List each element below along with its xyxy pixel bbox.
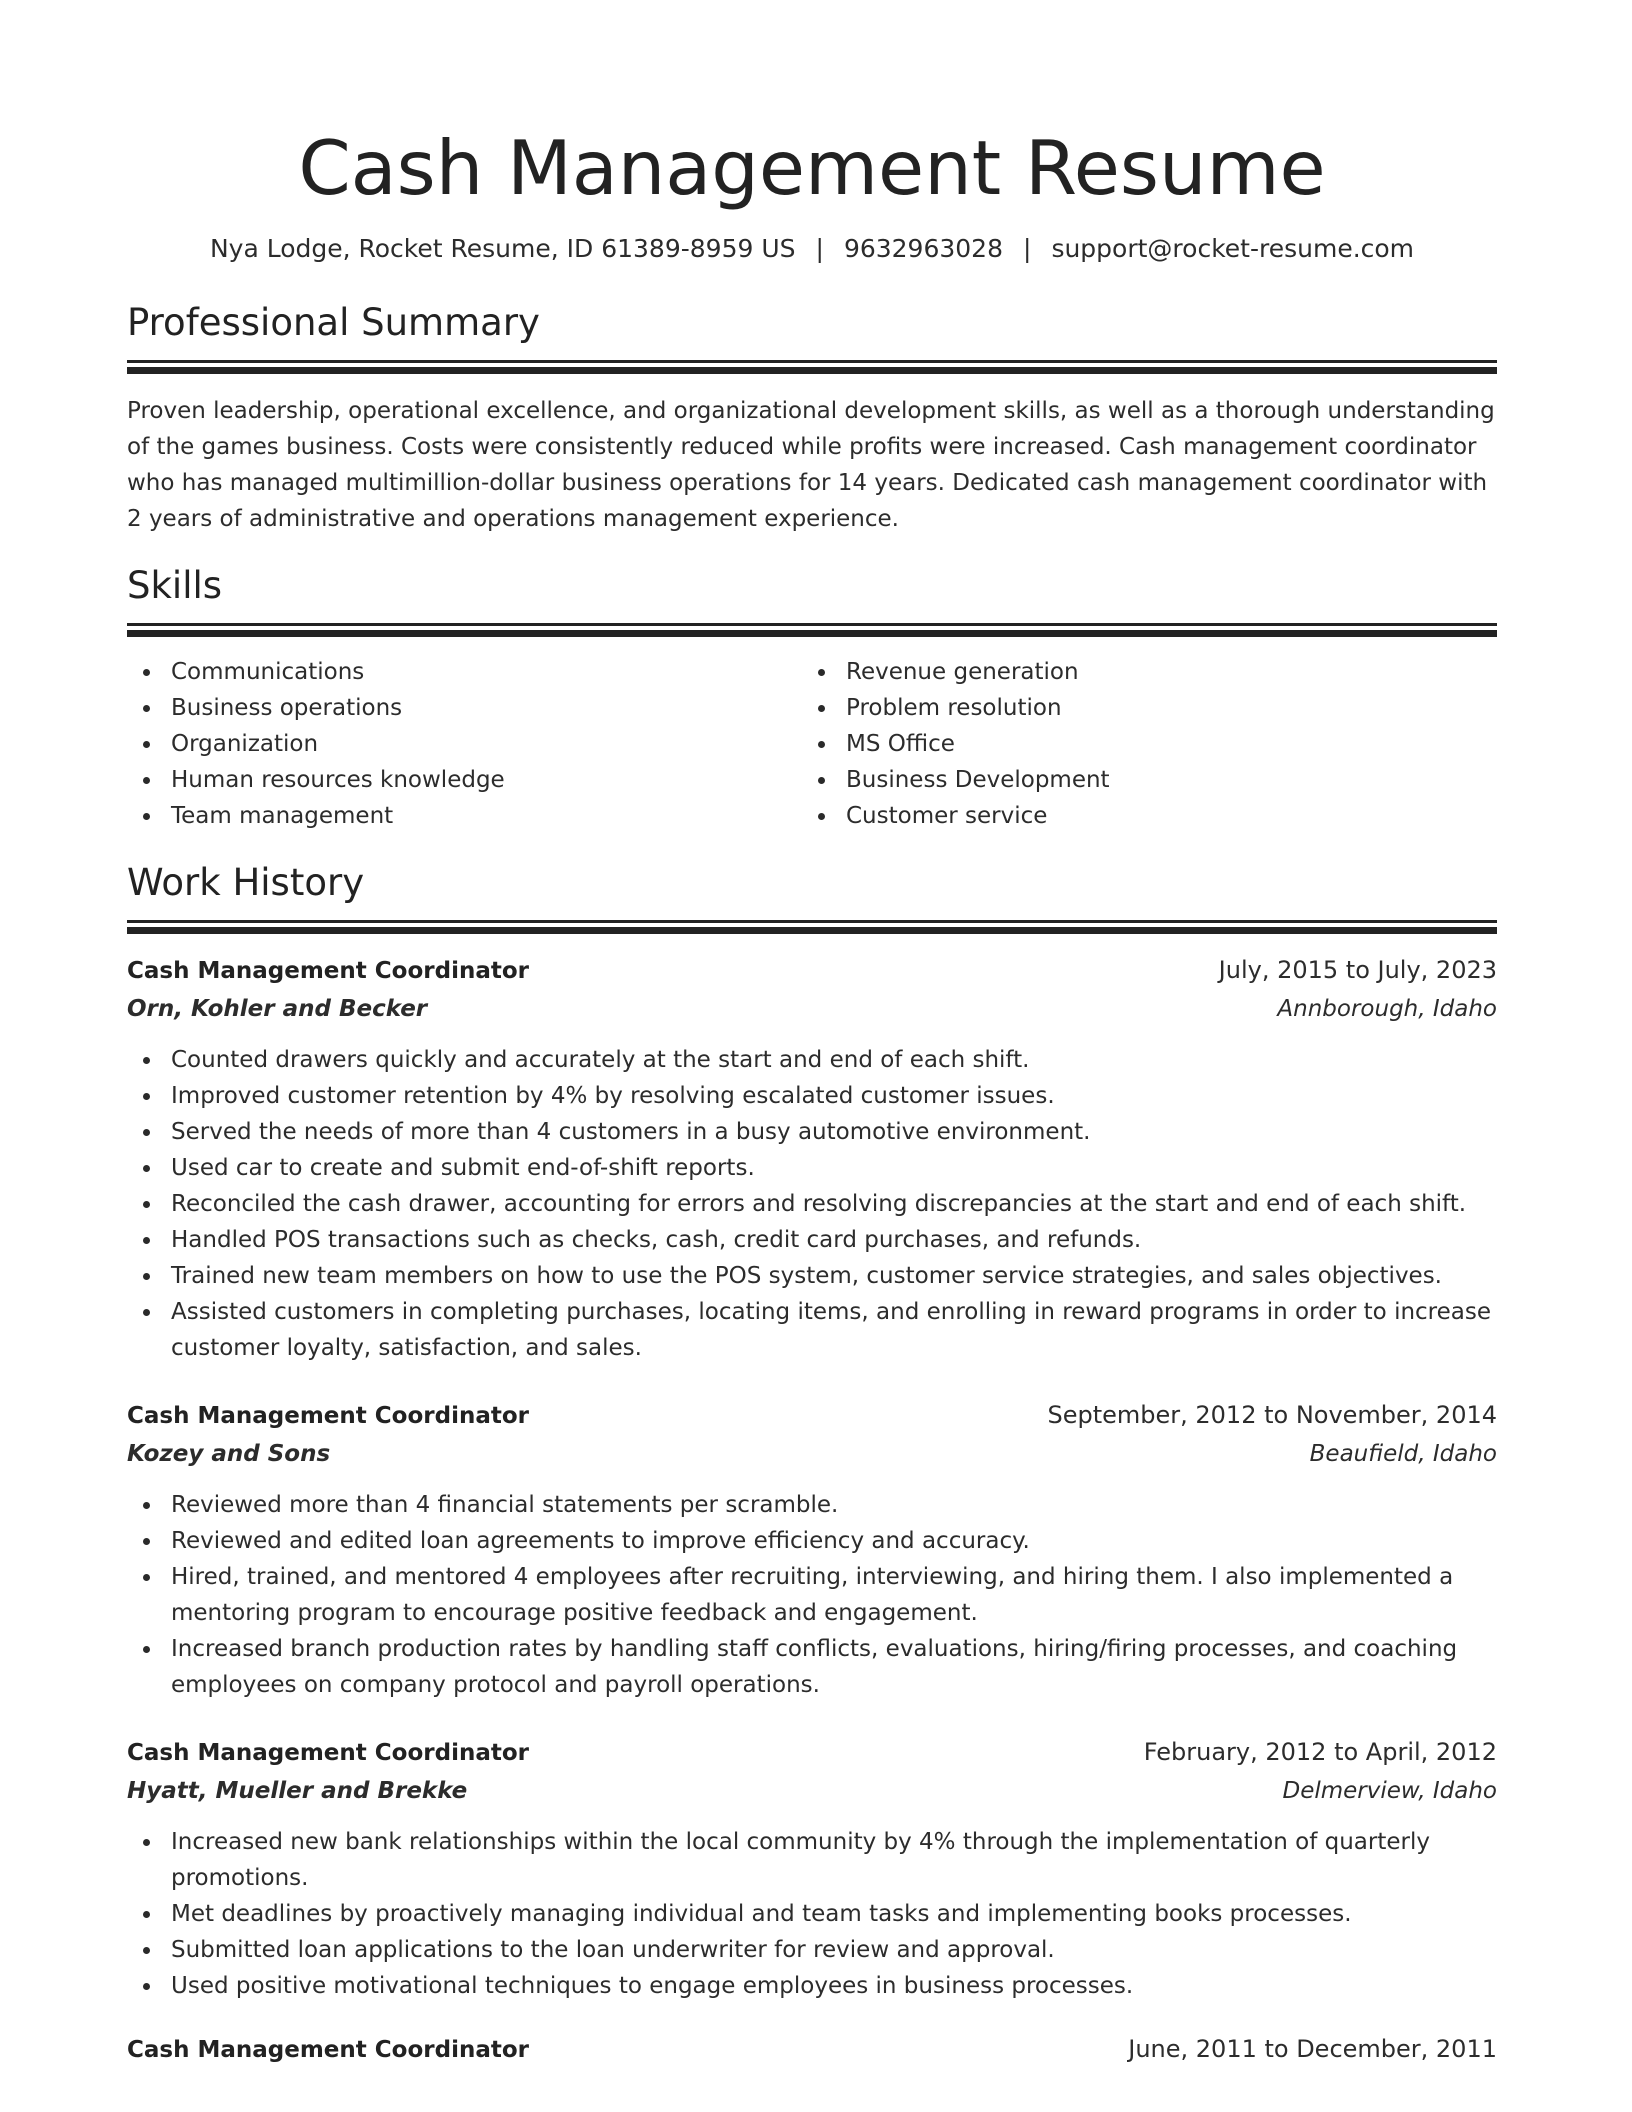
contact-separator: |	[1023, 234, 1032, 263]
job-subheader-row	[127, 990, 1497, 1028]
skill-item: Revenue generation	[846, 654, 1477, 690]
job-bullet: Used car to create and submit end-of-shift reports.	[171, 1150, 1497, 1186]
summary-text: Proven leadership, operational excellence, and organizational development skills, as well as a thorough understanding of the games business. Costs were consistently reduced while profits were increased. Cash management coordinator who has managed multimillion-dollar business operations for 14 years. Dedicated cash management coordinator with 2 years of administrative and operations management experience.	[127, 398, 1495, 532]
skill-item: Business Development	[846, 762, 1477, 798]
job-subheader-row	[127, 1772, 1497, 1810]
skill-item: MS Office	[846, 726, 1477, 762]
skills-column-right	[802, 654, 1477, 834]
job-bullet: Increased new bank relationships within the local community by 4% through the implementation of quarterly promotions.	[171, 1824, 1497, 1896]
job-bullets	[127, 1824, 1497, 2004]
contact-phone: 9632963028	[843, 234, 1003, 263]
job-title: Cash Management Coordinator	[127, 958, 529, 984]
contact-line	[127, 232, 1497, 266]
skills-section	[127, 563, 1497, 834]
job-title: Cash Management Coordinator	[127, 1403, 529, 1429]
job-bullet: Trained new team members on how to use the POS system, customer service strategies, and sales objectives.	[171, 1258, 1497, 1294]
job-company: Orn, Kohler and Becker	[127, 996, 428, 1022]
job-bullet: Increased branch production rates by handling staff conflicts, evaluations, hiring/firing processes, and coaching employees on company protocol and payroll operations.	[171, 1631, 1497, 1703]
resume-title: Cash Management Resume	[298, 124, 1326, 212]
job-header-row	[127, 2030, 1497, 2069]
job-entry	[127, 1733, 1497, 2004]
section-heading-work-history: Work History	[127, 861, 365, 904]
resume-page	[127, 0, 1497, 2069]
job-company: Kozey and Sons	[127, 1441, 331, 1467]
job-bullet: Met deadlines by proactively managing individual and team tasks and implementing books processes.	[171, 1896, 1497, 1932]
skill-item: Organization	[171, 726, 802, 762]
job-bullet: Served the needs of more than 4 customers in a busy automotive environment.	[171, 1114, 1497, 1150]
skill-item: Communications	[171, 654, 802, 690]
job-entry	[127, 951, 1497, 1366]
job-location: Beaufield, Idaho	[1309, 1441, 1497, 1467]
job-header-row	[127, 1733, 1497, 1772]
skill-item: Customer service	[846, 798, 1477, 834]
contact-separator: |	[815, 234, 824, 263]
section-divider	[127, 623, 1497, 626]
job-subheader-row	[127, 1435, 1497, 1473]
job-header-row	[127, 951, 1497, 990]
job-bullets	[127, 1487, 1497, 1703]
job-bullet: Counted drawers quickly and accurately at the start and end of each shift.	[171, 1042, 1497, 1078]
skills-list	[127, 654, 1497, 834]
work-history-section	[127, 860, 1497, 2069]
job-entry	[127, 2030, 1497, 2069]
contact-email: support@rocket-resume.com	[1051, 234, 1415, 263]
job-bullet: Reconciled the cash drawer, accounting for errors and resolving discrepancies at the start and end of each shift.	[171, 1186, 1497, 1222]
job-header-row	[127, 1396, 1497, 1435]
job-dates: February, 2012 to April, 2012	[1143, 1738, 1497, 1766]
job-bullet: Handled POS transactions such as checks, cash, credit card purchases, and refunds.	[171, 1222, 1497, 1258]
skill-item: Problem resolution	[846, 690, 1477, 726]
job-bullet: Submitted loan applications to the loan underwriter for review and approval.	[171, 1932, 1497, 1968]
job-location: Delmerview, Idaho	[1282, 1778, 1497, 1804]
section-divider	[127, 360, 1497, 363]
job-location: Annborough, Idaho	[1277, 996, 1497, 1022]
contact-address: Nya Lodge, Rocket Resume, ID 61389-8959 US	[209, 234, 796, 263]
skill-item: Team management	[171, 798, 802, 834]
job-dates: June, 2011 to December, 2011	[1128, 2035, 1497, 2063]
job-title: Cash Management Coordinator	[127, 2037, 529, 2063]
job-dates: July, 2015 to July, 2023	[1218, 956, 1497, 984]
section-divider	[127, 920, 1497, 923]
section-heading-summary: Professional Summary	[127, 301, 540, 344]
skill-item: Business operations	[171, 690, 802, 726]
skills-column-left	[127, 654, 802, 834]
job-bullet: Reviewed and edited loan agreements to improve efficiency and accuracy.	[171, 1523, 1497, 1559]
job-bullet: Assisted customers in completing purchases, locating items, and enrolling in reward programs in order to increase customer loyalty, satisfaction, and sales.	[171, 1294, 1497, 1366]
skill-item: Human resources knowledge	[171, 762, 802, 798]
job-title: Cash Management Coordinator	[127, 1740, 529, 1766]
job-bullet: Hired, trained, and mentored 4 employees after recruiting, interviewing, and hiring them. I also implemented a mentoring program to encourage positive feedback and engagement.	[171, 1559, 1497, 1631]
job-company: Hyatt, Mueller and Brekke	[127, 1778, 468, 1804]
job-bullet: Improved customer retention by 4% by resolving escalated customer issues.	[171, 1078, 1497, 1114]
job-bullet: Used positive motivational techniques to engage employees in business processes.	[171, 1968, 1497, 2004]
section-heading-skills: Skills	[127, 564, 223, 607]
job-dates: September, 2012 to November, 2014	[1047, 1401, 1497, 1429]
job-bullets	[127, 1042, 1497, 1366]
summary-section	[127, 300, 1497, 537]
job-bullet: Reviewed more than 4 financial statements per scramble.	[171, 1487, 1497, 1523]
job-entry	[127, 1396, 1497, 1703]
